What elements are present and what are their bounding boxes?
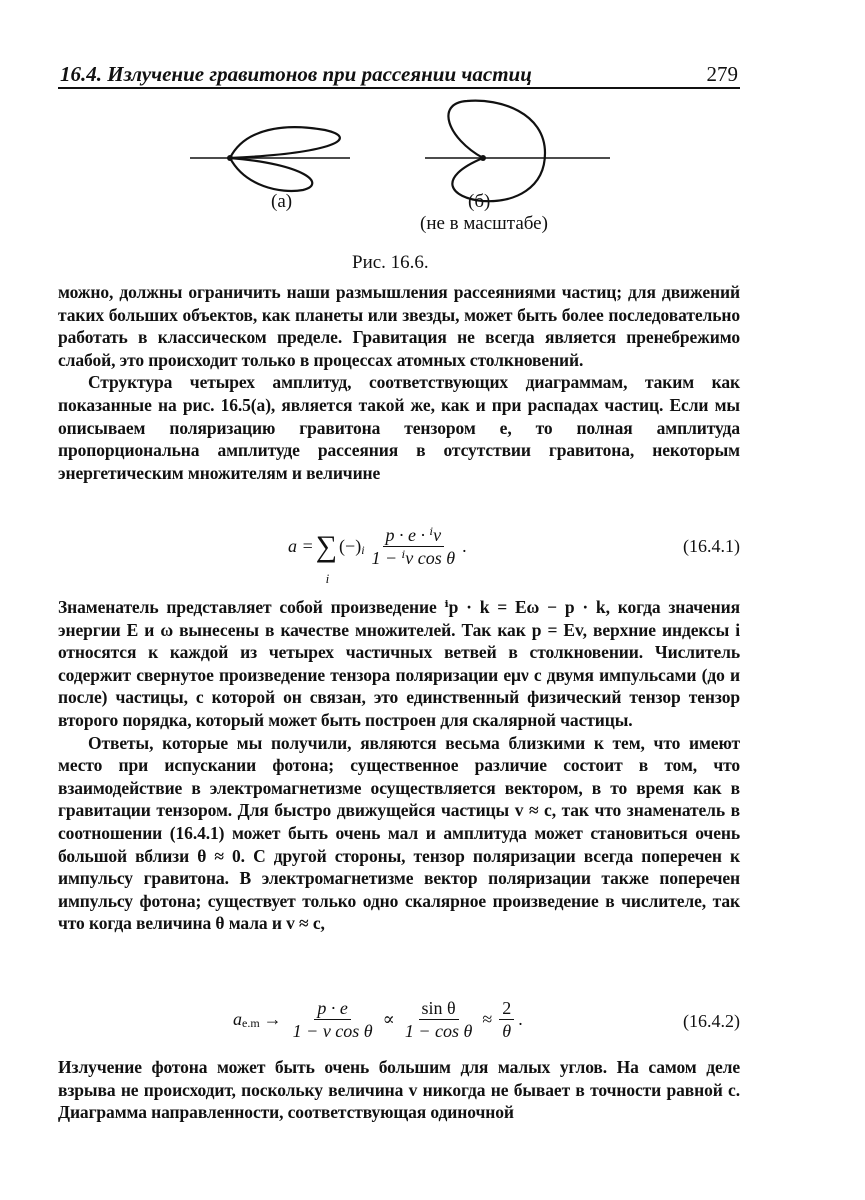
running-header bbox=[60, 58, 738, 88]
eq1-fraction bbox=[369, 524, 459, 569]
page-number: 279 bbox=[706, 62, 738, 86]
eq2-fraction-3 bbox=[499, 997, 514, 1042]
eq2-fraction-1 bbox=[290, 997, 376, 1042]
eq1-lhs: a = bbox=[288, 536, 314, 556]
eq2-arrow: → bbox=[263, 1009, 282, 1029]
pattern-b bbox=[448, 101, 545, 202]
paragraph-3: Знаменатель представляет собой произведение ⁱp · k = Eω − p · k, когда значения энергии E и ω вынесены в качестве множителей. Так как p = Ev, верхние индексы i относятся к каждой из четырех частичных ветвей в столкновении. Числитель содержит свернутое произведение тензора поляризации eμν с двумя импульсами (до и после) частицы, с которой он связан, это единственный физический тензор тензор второго порядка, который может быть построен для скалярной частицы. bbox=[58, 597, 740, 730]
equation-16-4-1 bbox=[58, 520, 740, 586]
label-b: (б) bbox=[468, 191, 491, 212]
scale-note: (не в масштабе) bbox=[420, 213, 548, 234]
section-title: 16.4. Излучение гравитонов при рассеянии частиц bbox=[60, 62, 532, 86]
eq1-numerator: p · e · ⁱv bbox=[383, 524, 445, 547]
eq2-frac2-den: 1 − cos θ bbox=[404, 1021, 473, 1041]
lobe-lower-a bbox=[230, 158, 312, 191]
eq2-lhs: a bbox=[233, 1009, 242, 1029]
paragraph-1: можно, должны ограничить наши размышления рассеяниями частиц; для движений таких больших объектов, как планеты или звезды, может быть более последовательно работать в классическом пределе. Гравитация не всегда является пренебрежимо слабой, это происходит только в процессах атомных столкновений. bbox=[58, 282, 740, 370]
text-block-1 bbox=[58, 281, 740, 484]
label-a: (а) bbox=[271, 191, 293, 212]
eq1-denominator: 1 − ⁱv cos θ bbox=[371, 548, 456, 568]
eq2-lhs-sub: e.m bbox=[242, 1016, 260, 1030]
figure-16-6 bbox=[185, 98, 615, 248]
equation-16-4-2 bbox=[58, 995, 740, 1055]
eq2-frac3-num: 2 bbox=[499, 997, 514, 1020]
eq2-frac1-den: 1 − v cos θ bbox=[292, 1021, 373, 1041]
sum-index: i bbox=[325, 570, 330, 586]
sum-symbol: ∑ i bbox=[316, 532, 337, 562]
sign-factor-sub: i bbox=[361, 543, 365, 557]
header-rule bbox=[58, 87, 740, 89]
origin-dot-a bbox=[227, 155, 233, 161]
eq2-frac3-den: θ bbox=[502, 1021, 512, 1041]
eq2-approx: ≈ bbox=[482, 1009, 493, 1029]
eq2-tail: . bbox=[518, 1009, 523, 1029]
eq1-number: (16.4.1) bbox=[683, 536, 740, 556]
eq2-fraction-2 bbox=[402, 997, 475, 1042]
eq2-propto: ∝ bbox=[382, 1009, 395, 1029]
radiation-pattern-diagram bbox=[185, 98, 615, 248]
sign-factor: (−) bbox=[339, 536, 362, 556]
equation-1-body bbox=[288, 524, 467, 586]
paragraph-2: Структура четырех амплитуд, соответствующих диаграммам, таким как показанные на рис. 16.5(а), является такой же, как и при распадах частиц. Если мы описываем поляризацию гравитона тензором e, то полная амплитуда пропорциональна амплитуде рассеяния в отсутствии гравитона, некоторым энергетическим множителям и величине bbox=[58, 372, 740, 483]
paragraph-5: Излучение фотона может быть очень большим для малых углов. На самом деле взрыва не происходит, поскольку величина v никогда не бывает в точности равной c. Диаграмма направленности, соответствующая одиночной bbox=[58, 1057, 740, 1123]
eq2-frac2-num: sin θ bbox=[419, 997, 459, 1020]
figure-caption: Рис. 16.6. bbox=[352, 252, 429, 273]
text-block-3 bbox=[58, 1056, 740, 1124]
eq2-number: (16.4.2) bbox=[683, 1011, 740, 1031]
lobe-upper-a bbox=[230, 127, 340, 158]
equation-2-body bbox=[233, 997, 523, 1042]
eq1-tail: . bbox=[462, 536, 467, 556]
eq2-frac1-num: p · e bbox=[314, 997, 351, 1020]
paragraph-4: Ответы, которые мы получили, являются весьма близкими к тем, что имеют место при испускании фотона; существенное различие состоит в том, что взаимодействие в электромагнетизме осуществляется вектором, в то время как в гравитации тензором. Для быстро движущейся частицы v ≈ c, так что знаменатель в соотношении (16.4.1) может быть очень мал и амплитуда может становиться очень большой вблизи θ ≈ 0. С другой стороны, тензор поляризации всегда поперечен к импульсу гравитона. В электромагнетизме вектор поляризации также поперечен импульсу фотона; существует только одно скалярное произведение в числителе, так что когда величина θ мала и v ≈ c, bbox=[58, 732, 740, 934]
origin-dot-b bbox=[480, 155, 486, 161]
text-block-2 bbox=[58, 596, 740, 935]
